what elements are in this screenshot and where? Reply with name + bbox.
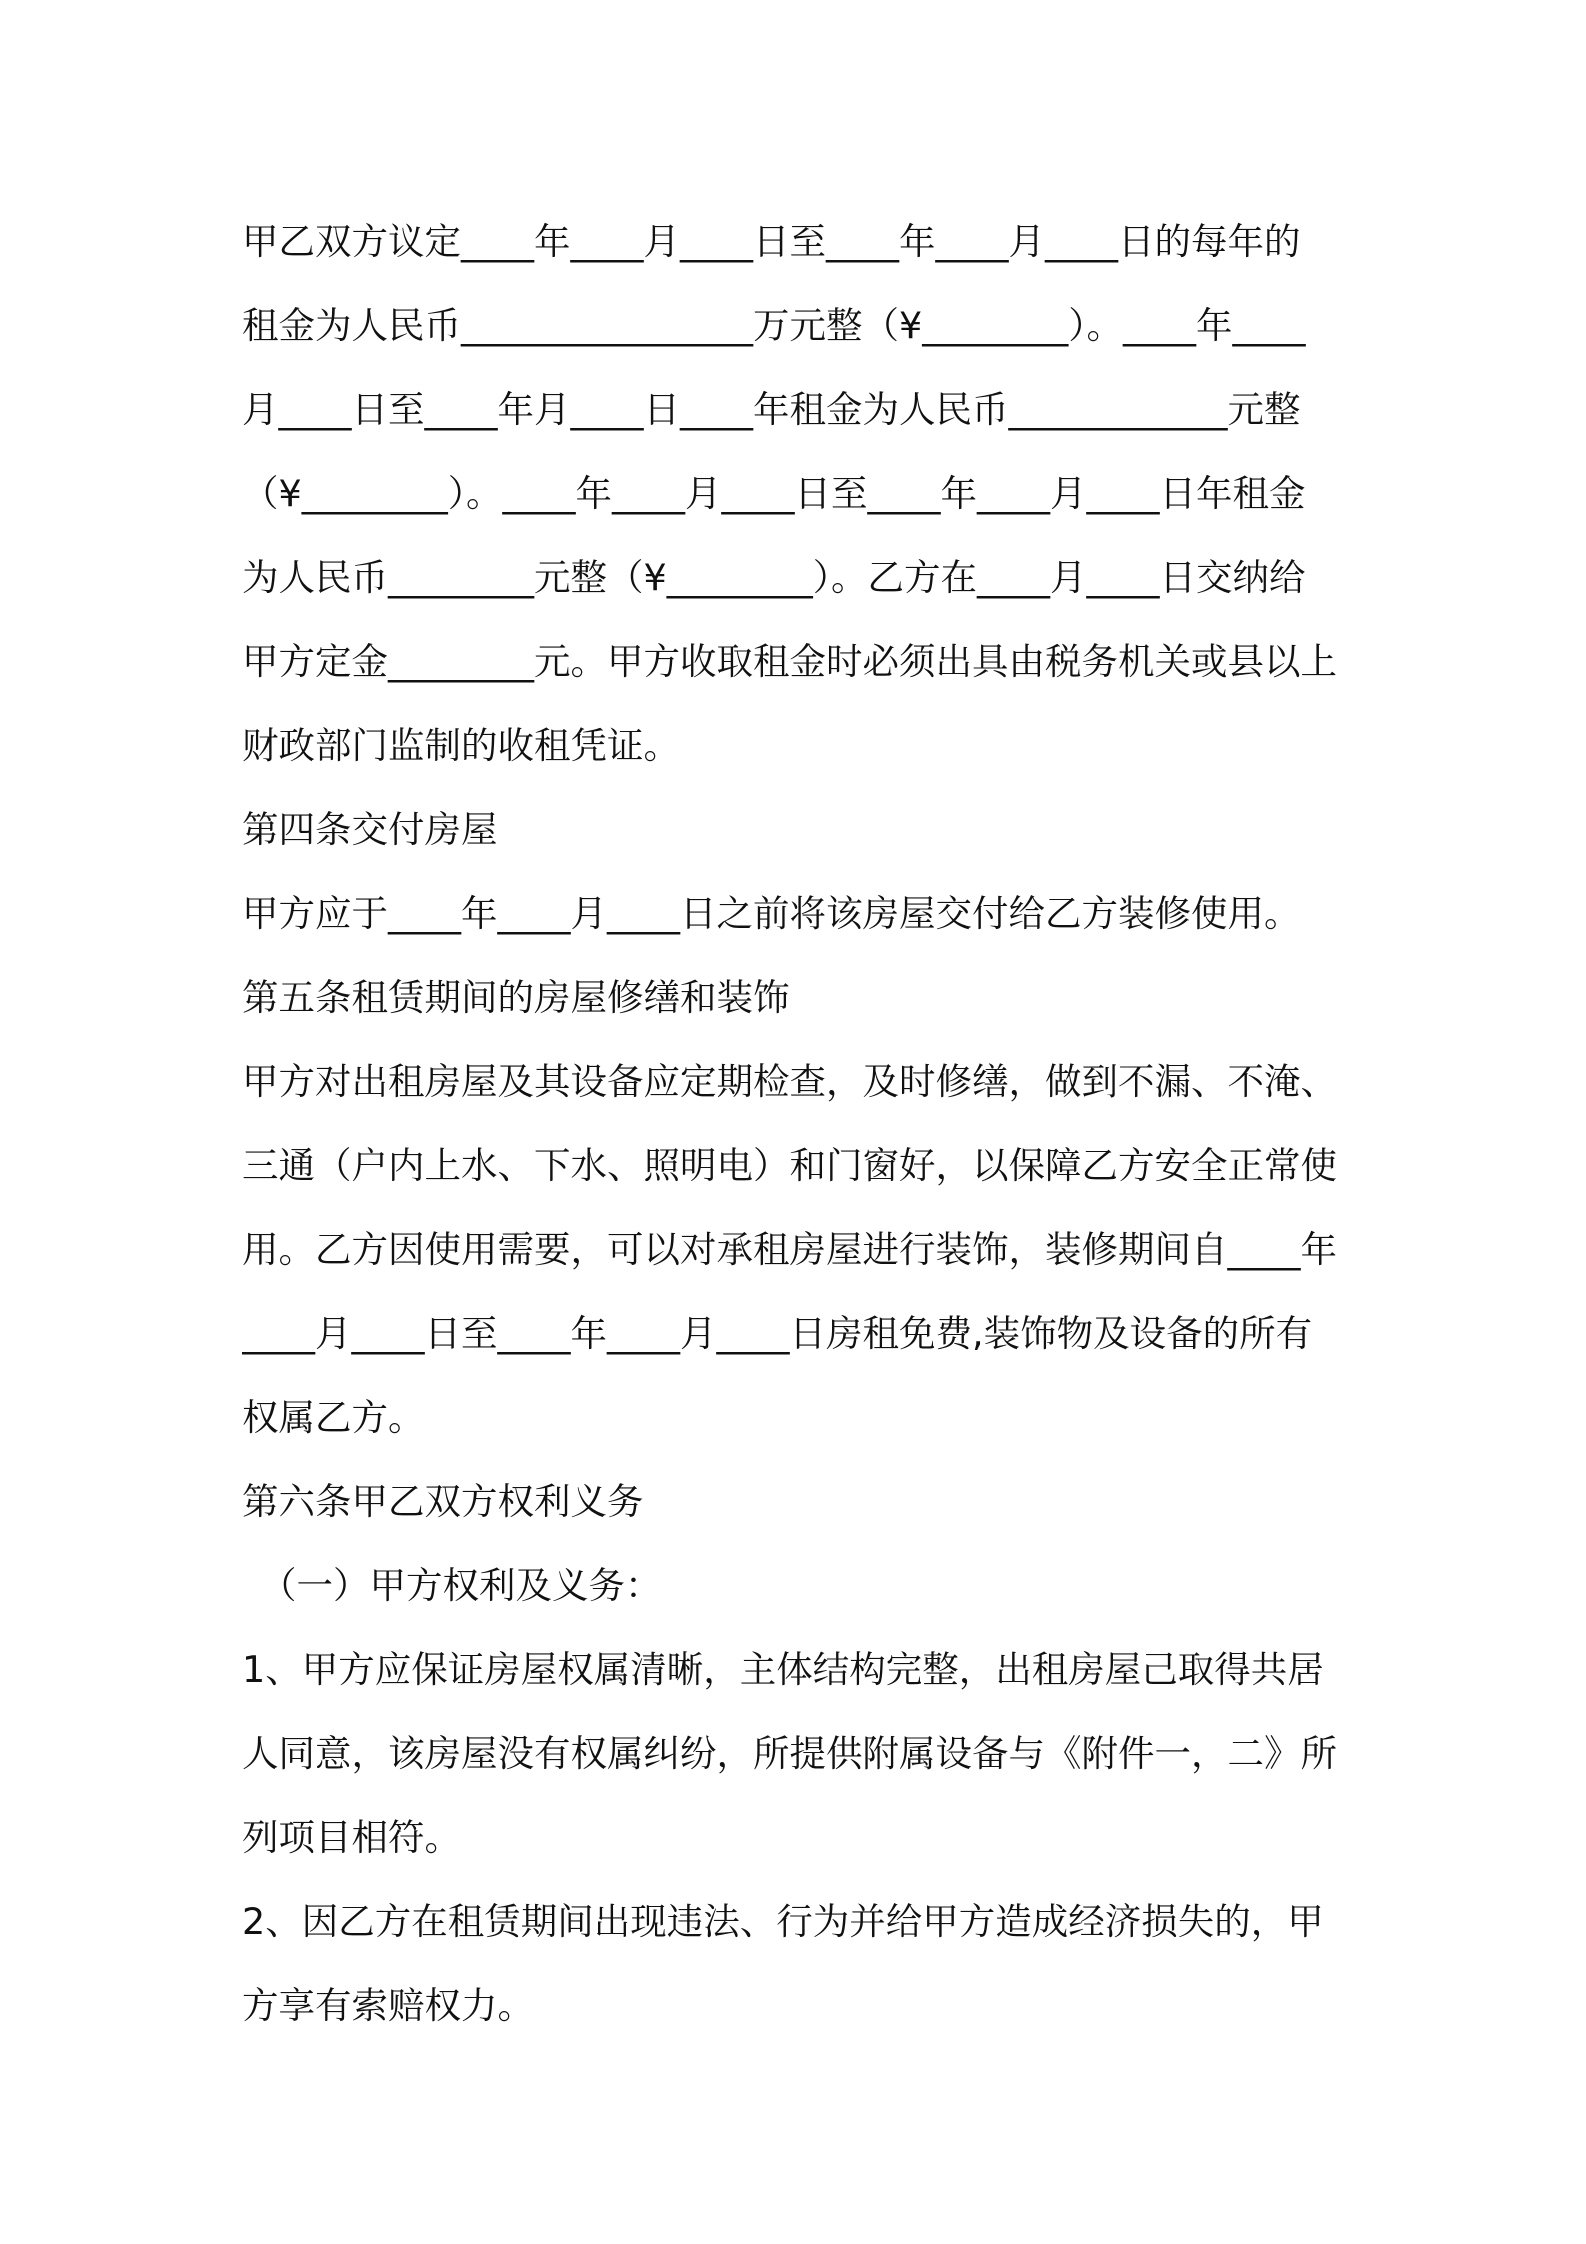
text-line: 甲方应于____年____月____日之前将该房屋交付给乙方装修使用。 (242, 892, 1301, 935)
text-line: 三通（户内上水、下水、照明电）和门窗好，以保障乙方安全正常使 (242, 1144, 1337, 1187)
text-line: 权属乙方。 (242, 1396, 425, 1439)
text-line: 2、因乙方在租赁期间出现违法、行为并给甲方造成经济损失的，甲 (242, 1900, 1324, 1943)
text-line: 甲方对出租房屋及其设备应定期检查，及时修缮，做到不漏、不淹、 (242, 1060, 1337, 1103)
text-line: 用。乙方因使用需要，可以对承租房屋进行装饰，装修期间自____年 (242, 1228, 1337, 1271)
text-line: 财政部门监制的收租凭证。 (242, 724, 680, 767)
text-line: 列项目相符。 (242, 1816, 461, 1859)
document-page (242, 200, 1360, 2048)
subsection-heading: （一）甲方权利及义务： (260, 1564, 662, 1607)
section-heading: 第四条交付房屋 (242, 808, 498, 851)
text-line: 方享有索赔权力。 (242, 1984, 534, 2027)
text-line: 甲方定金________元。甲方收取租金时必须出具由税务机关或县以上 (242, 640, 1337, 683)
text-line: 为人民币________元整（¥________）。乙方在____月____日交纳给 (242, 556, 1306, 599)
text-line: 月____日至____年月____日____年租金为人民币____________元整 (242, 388, 1301, 431)
text-line: ____月____日至____年____月____日房租免费,装饰物及设备的所有 (242, 1312, 1313, 1355)
text-line: 1、甲方应保证房屋权属清晰，主体结构完整，出租房屋己取得共居 (242, 1648, 1324, 1691)
text-line: 人同意，该房屋没有权属纠纷，所提供附属设备与《附件一，二》所 (242, 1732, 1337, 1775)
section-heading: 第六条甲乙双方权利义务 (242, 1480, 644, 1523)
section-heading: 第五条租赁期间的房屋修缮和装饰 (242, 976, 790, 1019)
text-line: （¥________）。____年____月____日至____年____月____日年租金 (242, 472, 1306, 515)
text-line: 租金为人民币________________万元整（¥________）。____年____ (242, 304, 1306, 347)
text-line: 甲乙双方议定____年____月____日至____年____月____日的每年的 (242, 220, 1301, 263)
